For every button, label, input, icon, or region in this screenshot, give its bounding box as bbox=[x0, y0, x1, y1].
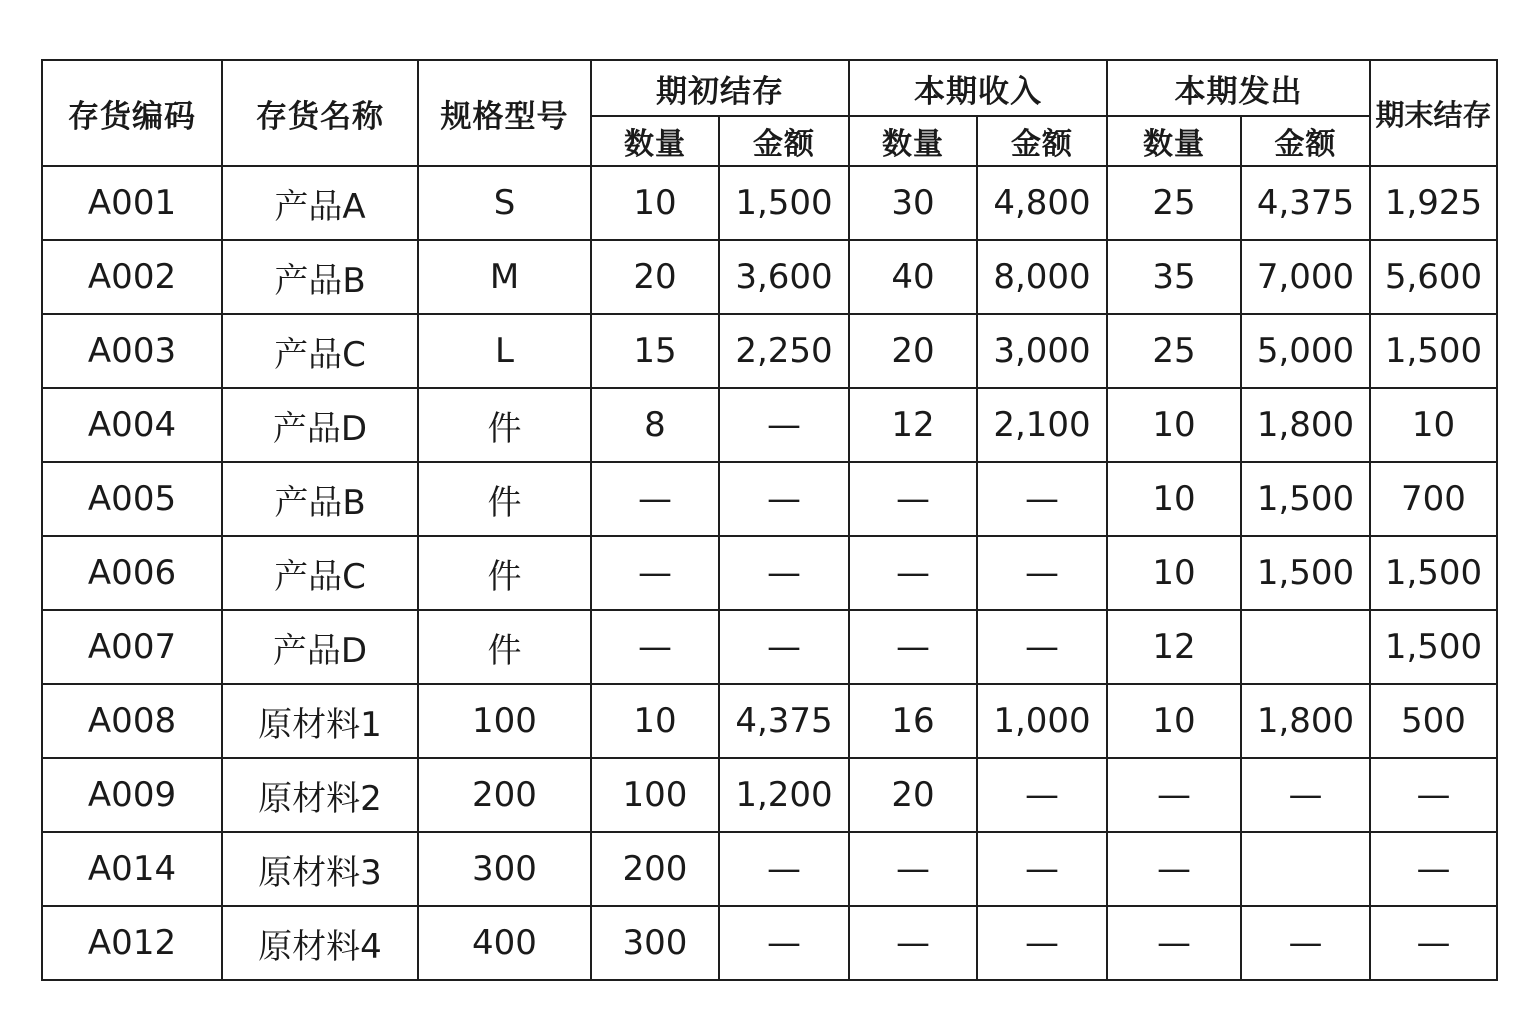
cell-name: 原材料2 bbox=[222, 758, 418, 832]
cell-spec: 件 bbox=[418, 536, 591, 610]
cell-issues-amount: 7,000 bbox=[1241, 240, 1370, 314]
cell-name: 原材料1 bbox=[222, 684, 418, 758]
cell-issues-amount: 1,500 bbox=[1241, 462, 1370, 536]
cell-opening-amount: 1,500 bbox=[719, 166, 849, 240]
cell-code: A002 bbox=[42, 240, 222, 314]
header-opening-qty: 数量 bbox=[591, 116, 719, 166]
cell-issues-qty: 10 bbox=[1107, 536, 1241, 610]
cell-receipts-qty: 20 bbox=[849, 758, 977, 832]
table-row bbox=[42, 758, 1497, 832]
cell-receipts-qty: 20 bbox=[849, 314, 977, 388]
cell-code: A003 bbox=[42, 314, 222, 388]
cell-opening-qty: 300 bbox=[591, 906, 719, 980]
cell-issues-qty: — bbox=[1107, 758, 1241, 832]
inventory-table bbox=[41, 59, 1498, 981]
header-name: 存货名称 bbox=[222, 60, 418, 166]
header-opening: 期初结存 bbox=[591, 60, 849, 116]
cell-opening-amount: 3,600 bbox=[719, 240, 849, 314]
cell-closing: — bbox=[1370, 758, 1497, 832]
cell-issues-amount: 1,800 bbox=[1241, 684, 1370, 758]
table-row bbox=[42, 906, 1497, 980]
cell-closing: 1,500 bbox=[1370, 610, 1497, 684]
cell-spec: L bbox=[418, 314, 591, 388]
cell-issues-qty: — bbox=[1107, 832, 1241, 906]
cell-receipts-amount: 8,000 bbox=[977, 240, 1107, 314]
cell-receipts-amount: — bbox=[977, 758, 1107, 832]
cell-issues-amount bbox=[1241, 610, 1370, 684]
cell-issues-qty: 25 bbox=[1107, 314, 1241, 388]
cell-closing: 1,500 bbox=[1370, 536, 1497, 610]
cell-opening-qty: 15 bbox=[591, 314, 719, 388]
cell-opening-qty: 100 bbox=[591, 758, 719, 832]
cell-closing: 500 bbox=[1370, 684, 1497, 758]
cell-name: 产品B bbox=[222, 462, 418, 536]
cell-code: A014 bbox=[42, 832, 222, 906]
header-receipts-qty: 数量 bbox=[849, 116, 977, 166]
cell-receipts-amount: 3,000 bbox=[977, 314, 1107, 388]
cell-opening-qty: 200 bbox=[591, 832, 719, 906]
cell-issues-qty: 10 bbox=[1107, 462, 1241, 536]
cell-receipts-amount: — bbox=[977, 610, 1107, 684]
cell-issues-amount: — bbox=[1241, 906, 1370, 980]
cell-issues-qty: 10 bbox=[1107, 684, 1241, 758]
cell-name: 产品B bbox=[222, 240, 418, 314]
cell-receipts-qty: — bbox=[849, 536, 977, 610]
header-opening-amount: 金额 bbox=[719, 116, 849, 166]
cell-opening-amount: 1,200 bbox=[719, 758, 849, 832]
cell-issues-amount bbox=[1241, 832, 1370, 906]
cell-name: 产品D bbox=[222, 610, 418, 684]
cell-name: 产品A bbox=[222, 166, 418, 240]
cell-opening-qty: — bbox=[591, 610, 719, 684]
cell-spec: 件 bbox=[418, 388, 591, 462]
cell-code: A006 bbox=[42, 536, 222, 610]
header-closing: 期末结存 bbox=[1370, 60, 1497, 166]
cell-issues-amount: 5,000 bbox=[1241, 314, 1370, 388]
cell-spec: 100 bbox=[418, 684, 591, 758]
cell-receipts-amount: 2,100 bbox=[977, 388, 1107, 462]
cell-name: 原材料3 bbox=[222, 832, 418, 906]
cell-code: A001 bbox=[42, 166, 222, 240]
cell-code: A005 bbox=[42, 462, 222, 536]
cell-spec: S bbox=[418, 166, 591, 240]
header-issues-amount: 金额 bbox=[1241, 116, 1370, 166]
cell-closing: 1,925 bbox=[1370, 166, 1497, 240]
cell-opening-qty: 10 bbox=[591, 684, 719, 758]
cell-spec: 300 bbox=[418, 832, 591, 906]
cell-spec: 200 bbox=[418, 758, 591, 832]
header-receipts-amount: 金额 bbox=[977, 116, 1107, 166]
header-code: 存货编码 bbox=[42, 60, 222, 166]
cell-code: A012 bbox=[42, 906, 222, 980]
table-row bbox=[42, 832, 1497, 906]
cell-opening-amount: — bbox=[719, 610, 849, 684]
cell-name: 产品C bbox=[222, 314, 418, 388]
cell-closing: 1,500 bbox=[1370, 314, 1497, 388]
cell-issues-amount: 4,375 bbox=[1241, 166, 1370, 240]
cell-opening-qty: 10 bbox=[591, 166, 719, 240]
cell-code: A009 bbox=[42, 758, 222, 832]
table-row bbox=[42, 610, 1497, 684]
cell-opening-qty: 8 bbox=[591, 388, 719, 462]
cell-receipts-qty: — bbox=[849, 462, 977, 536]
cell-receipts-qty: — bbox=[849, 906, 977, 980]
cell-opening-qty: — bbox=[591, 536, 719, 610]
cell-closing: — bbox=[1370, 832, 1497, 906]
cell-receipts-qty: — bbox=[849, 832, 977, 906]
cell-name: 产品C bbox=[222, 536, 418, 610]
table-row bbox=[42, 240, 1497, 314]
cell-spec: 件 bbox=[418, 462, 591, 536]
header-receipts: 本期收入 bbox=[849, 60, 1107, 116]
header-issues-qty: 数量 bbox=[1107, 116, 1241, 166]
cell-closing: — bbox=[1370, 906, 1497, 980]
cell-spec: 400 bbox=[418, 906, 591, 980]
header-spec: 规格型号 bbox=[418, 60, 591, 166]
cell-code: A008 bbox=[42, 684, 222, 758]
cell-issues-qty: 12 bbox=[1107, 610, 1241, 684]
cell-spec: M bbox=[418, 240, 591, 314]
table-row bbox=[42, 536, 1497, 610]
cell-issues-amount: — bbox=[1241, 758, 1370, 832]
header-issues: 本期发出 bbox=[1107, 60, 1370, 116]
cell-opening-amount: — bbox=[719, 536, 849, 610]
cell-opening-amount: 2,250 bbox=[719, 314, 849, 388]
cell-receipts-amount: — bbox=[977, 462, 1107, 536]
cell-issues-qty: 25 bbox=[1107, 166, 1241, 240]
cell-receipts-qty: 12 bbox=[849, 388, 977, 462]
cell-issues-qty: 35 bbox=[1107, 240, 1241, 314]
table-row bbox=[42, 462, 1497, 536]
header-row-1 bbox=[42, 60, 1497, 116]
cell-opening-amount: — bbox=[719, 388, 849, 462]
cell-code: A007 bbox=[42, 610, 222, 684]
table-row bbox=[42, 388, 1497, 462]
cell-receipts-amount: 4,800 bbox=[977, 166, 1107, 240]
cell-opening-amount: — bbox=[719, 832, 849, 906]
table-row bbox=[42, 684, 1497, 758]
cell-receipts-amount: — bbox=[977, 832, 1107, 906]
cell-spec: 件 bbox=[418, 610, 591, 684]
table-row bbox=[42, 166, 1497, 240]
cell-closing: 700 bbox=[1370, 462, 1497, 536]
cell-receipts-qty: 30 bbox=[849, 166, 977, 240]
cell-receipts-qty: 40 bbox=[849, 240, 977, 314]
cell-receipts-qty: — bbox=[849, 610, 977, 684]
cell-code: A004 bbox=[42, 388, 222, 462]
cell-receipts-qty: 16 bbox=[849, 684, 977, 758]
cell-opening-amount: 4,375 bbox=[719, 684, 849, 758]
cell-name: 原材料4 bbox=[222, 906, 418, 980]
cell-closing: 5,600 bbox=[1370, 240, 1497, 314]
cell-opening-amount: — bbox=[719, 906, 849, 980]
cell-issues-qty: 10 bbox=[1107, 388, 1241, 462]
inventory-sheet bbox=[41, 59, 1498, 981]
cell-opening-qty: 20 bbox=[591, 240, 719, 314]
cell-opening-qty: — bbox=[591, 462, 719, 536]
cell-receipts-amount: 1,000 bbox=[977, 684, 1107, 758]
cell-opening-amount: — bbox=[719, 462, 849, 536]
table-row bbox=[42, 314, 1497, 388]
cell-issues-amount: 1,800 bbox=[1241, 388, 1370, 462]
cell-name: 产品D bbox=[222, 388, 418, 462]
cell-receipts-amount: — bbox=[977, 536, 1107, 610]
cell-issues-amount: 1,500 bbox=[1241, 536, 1370, 610]
cell-issues-qty: — bbox=[1107, 906, 1241, 980]
cell-receipts-amount: — bbox=[977, 906, 1107, 980]
cell-closing: 10 bbox=[1370, 388, 1497, 462]
